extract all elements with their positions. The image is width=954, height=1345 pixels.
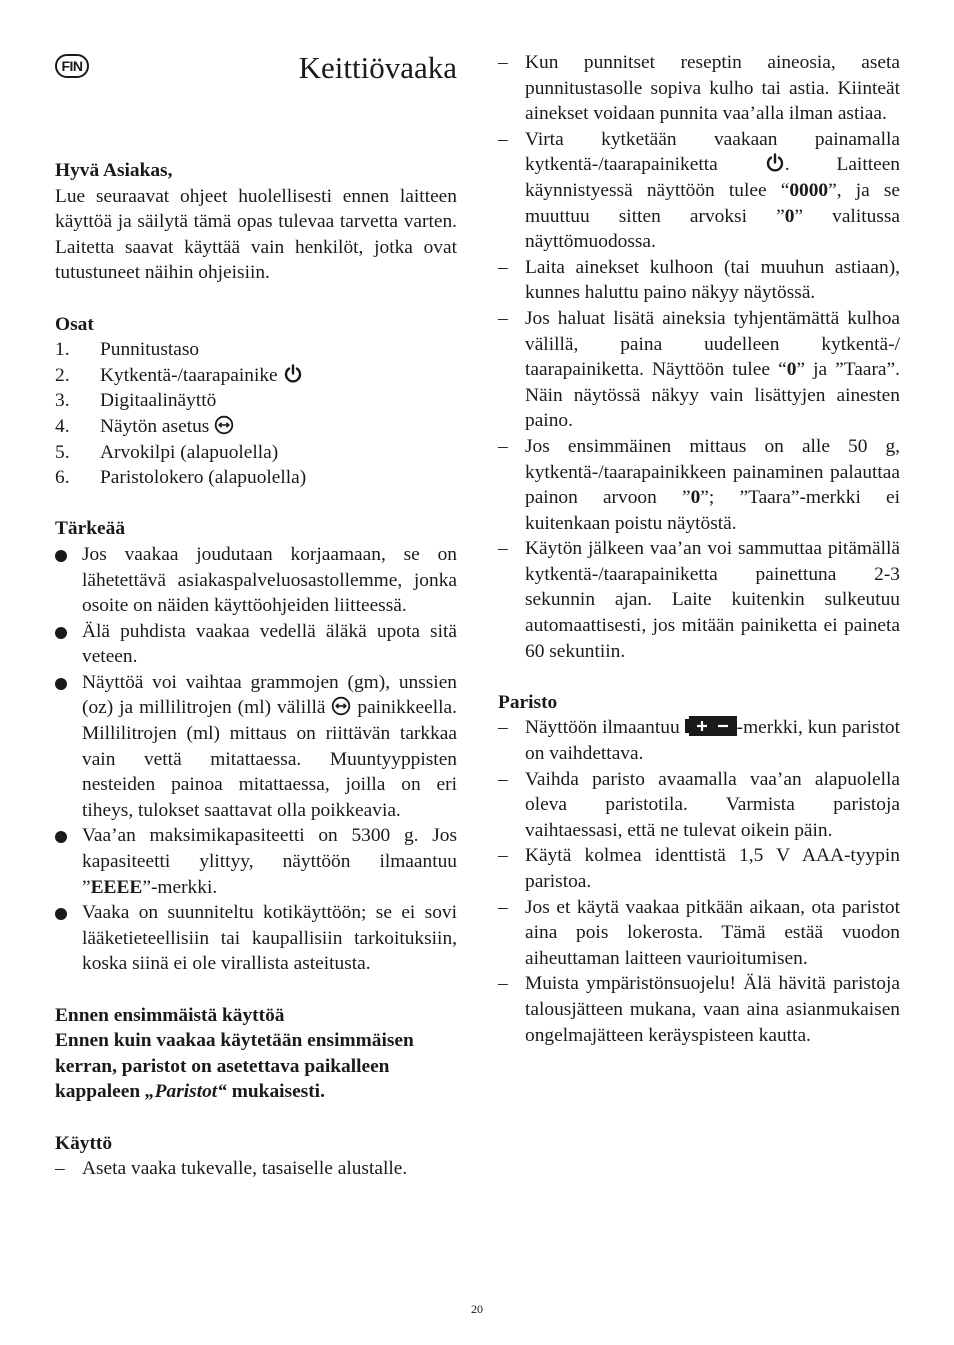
list-item: – Aseta vaaka tukevalle, tasaiselle alustalle. [55, 1158, 408, 1180]
parts-list [55, 337, 457, 491]
first-use-text: Ennen kuin vaakaa käytetään ensimmäisen kerran, paristot on asetettava paikalleen kappaleen „Paristot“ mukaisesti. [55, 1030, 414, 1103]
usage-list-continued [498, 50, 900, 664]
list-item: – Käytön jälkeen vaa’an voi sammuttaa pitämällä kytkentä-/taarapainiketta painettuna 2-3 sekunnin ajan. Laite kuitenkin sulkeutuu automaattisesti, jos mitään painiketta ei paineta 60 sekuntiin. [498, 538, 900, 662]
list-item: – Jos haluat lisätä aineksia tyhjentämättä kulhoa välillä, paina uudelleen kytkentä-/ taarapainiketta. Näyttöön tulee “0” ja ”Taara”. Näin näytössä näkyy vain lisättyjen ainesten paino. [498, 307, 900, 432]
header [55, 48, 457, 98]
list-item: Jos vaakaa joudutaan korjaamaan, se on lähetettävä asiakaspalveluosastollemme, jonka osoite on näiden käyttöohjeiden liitteessä. [55, 542, 457, 619]
power-icon [283, 364, 303, 384]
list-item: 3. Digitaalinäyttö [55, 390, 217, 412]
list-item: – Jos ensimmäinen mittaus on alle 50 g, kytkentä-/taarapainikkeen painaminen palauttaa painon arvoon ”0”; ”Taara”-merkki ei kuitenkaan poistu näytöstä. [498, 435, 901, 534]
list-item: Vaa’an maksimikapasiteetti on 5300 g. Jos kapasiteetti ylittyy, näyttöön ilmaantuu ”EEEE”-merkki. [55, 823, 457, 900]
right-column [498, 50, 900, 1048]
list-item: 6. Paristolokero (alapuolella) [55, 467, 307, 489]
list-item: 2. Kytkentä-/taarapainike [55, 363, 457, 389]
list-item: – Näyttöön ilmaantuu -merkki, kun paristot on vaihdettava. [498, 717, 900, 765]
list-item: 1. Punnitustaso [55, 339, 200, 361]
list-item: – Jos et käytä vaakaa pitkään aikaan, ota paristot aina pois lokerosta. Tämä estää vuodon aiheuttaman laitteen vaurioitumisen. [498, 896, 900, 969]
list-item: Vaaka on suunniteltu kotikäyttöön; se ei sovi lääketieteellisiin tai kaupallisiin tarkoituksiin, koska siinä ei ole virallista asteitusta. [55, 900, 457, 977]
display-mode-icon [331, 696, 351, 716]
list-item: – Virta kytketään vaakaan painamalla kytkentä-/taarapainiketta . Laitteen käynnistyessä näyttöön tulee “0000”, ja se muuttuu sitten arvoksi ”0” valitussa näyttömuodossa. [498, 128, 900, 253]
battery-list [498, 715, 900, 1048]
list-item: – Muista ympäristönsuojelu! Älä hävitä paristoja talousjätteen mukana, vaan aina asianmukaisen ongelmajätteen keräyspisteen kautta. [498, 973, 900, 1046]
list-item: – Laita ainekset kulhoon (tai muuhun astiaan), kunnes haluttu paino näkyy näytössä. [498, 256, 900, 304]
list-item: – Kun punnitset reseptin aineosia, aseta punnitustasolle sopiva kulho tai astia. Kiinteät ainekset voidaan punnita vaa’alla ilman astiaa. [498, 52, 900, 125]
list-item: – Käytä kolmea identtistä 1,5 V AAA-tyypin paristoa. [498, 845, 900, 892]
greeting: Hyvä Asiakas, [55, 160, 173, 181]
parts-heading: Osat [55, 313, 94, 335]
intro-text: Lue seuraavat ohjeet huolellisesti ennen laitteen käyttöä ja säilytä tämä opas tulevaa tarvetta varten. Laitetta saavat käyttää vain henkilöt, jotka ovat tutustuneet näihin ohjeisiin. [55, 185, 457, 284]
list-item: 5. Arvokilpi (alapuolella) [55, 441, 279, 463]
important-list [55, 542, 457, 977]
power-icon [765, 153, 785, 173]
display-mode-icon [214, 415, 234, 435]
battery-low-icon [685, 716, 737, 736]
list-item: 4. Näytön asetus [55, 414, 457, 440]
important-heading: Tärkeää [55, 518, 126, 540]
battery-heading: Paristo [498, 691, 558, 713]
list-item: – Vaihda paristo avaamalla vaa’an alapuolella oleva paristotila. Varmista paristoja vaihtaessasi, että ne tulevat oikein päin. [498, 768, 900, 841]
language-badge: FIN [55, 54, 89, 78]
page-number: 20 [471, 1302, 483, 1316]
list-item: Näyttöä voi vaihtaa grammojen (gm), unssien (oz) ja millilitrojen (ml) välillä painikkeella. Millilitrojen (ml) mittaus on riittävän tarkkaa vain vettä mitattaessa. Muuntyyppisten nesteiden painoa mitattaessa, joilla on eri tiheys, tulokset saattavat olla poikkeavia. [55, 670, 457, 824]
left-column [55, 48, 457, 1182]
list-item: Älä puhdista vaakaa vedellä äläkä upota sitä veteen. [55, 619, 457, 670]
first-use-heading: Ennen ensimmäistä käyttöä [55, 1004, 285, 1026]
page-title: Keittiövaaka [298, 50, 457, 85]
usage-heading: Käyttö [55, 1132, 113, 1154]
usage-list-start [55, 1156, 457, 1182]
